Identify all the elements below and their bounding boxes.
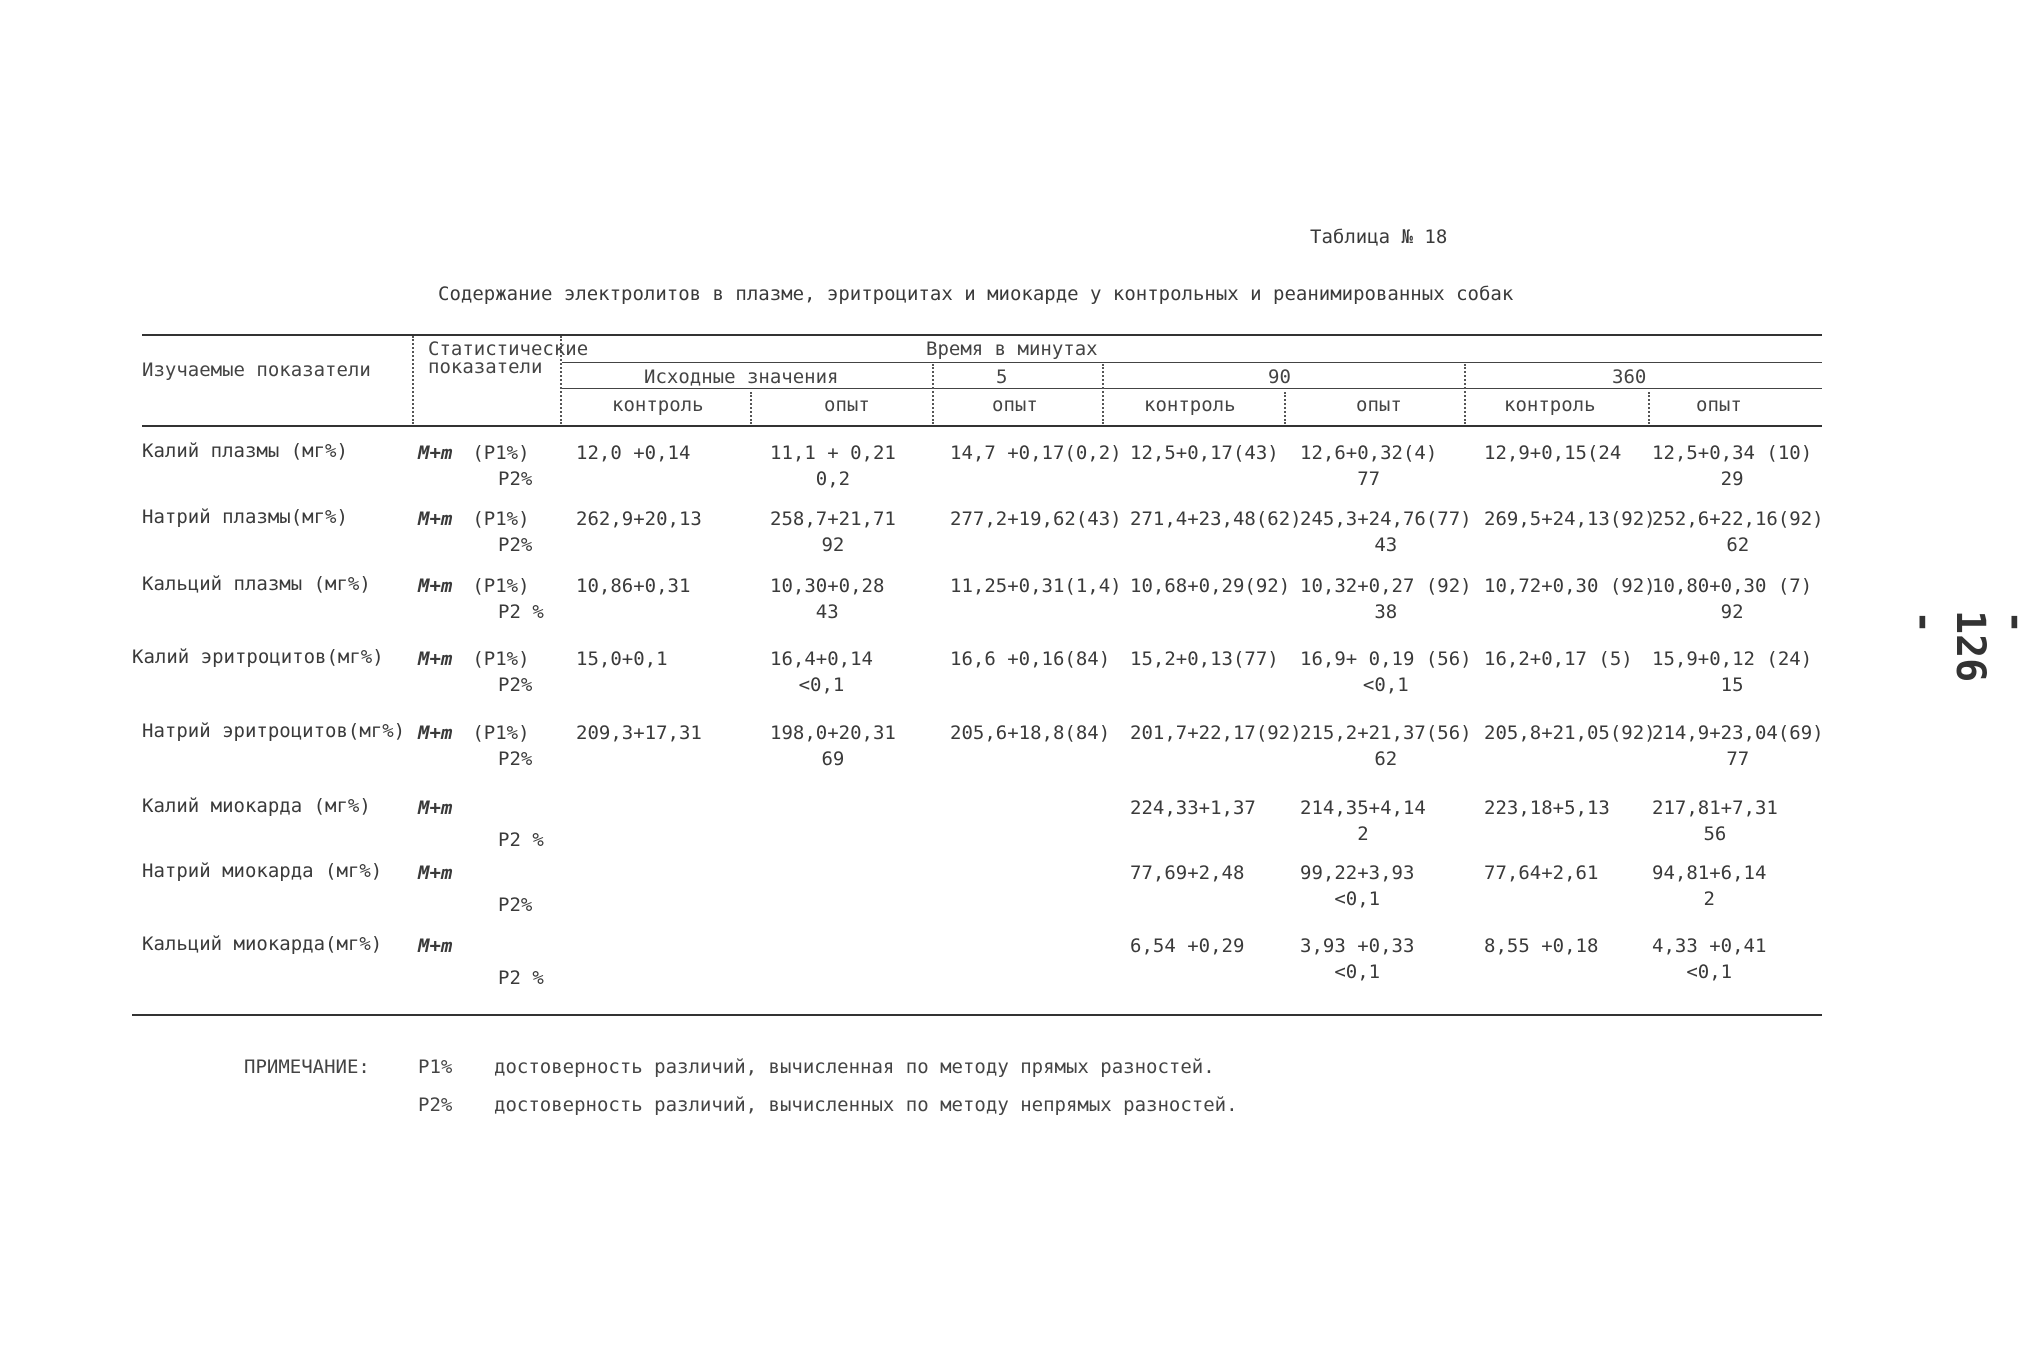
table-cell: [1484, 933, 1598, 959]
row-label: Натрий миокарда (мг%): [142, 860, 383, 882]
cell-value: 10,80+0,30 (7): [1652, 575, 1813, 597]
table-cell: [1484, 860, 1598, 886]
header-sub: опыт: [824, 394, 870, 416]
cell-p2-value: 62: [1374, 748, 1398, 770]
row-stat: [418, 440, 532, 492]
stat-p2: P2 %: [498, 829, 544, 851]
cell-value: 3,93 +0,33: [1300, 935, 1415, 957]
table-cell: [1300, 573, 1472, 625]
cell-value: 8,55 +0,18: [1484, 935, 1599, 957]
cell-p2-value: 43: [815, 601, 839, 623]
table-cell: [576, 573, 690, 599]
cell-value: 224,33+1,37: [1130, 797, 1256, 819]
row-label: Калий плазмы (мг%): [142, 440, 348, 462]
row-stat: [418, 933, 544, 991]
header-group-90: 90: [1268, 366, 1291, 388]
table-caption: Содержание электролитов в плазме, эритроцитах и миокарде у контрольных и реанимированных собак: [438, 283, 1514, 305]
table-cell: [770, 646, 873, 698]
col-divider: [1464, 364, 1466, 424]
cell-p2-value: 15: [1720, 674, 1744, 696]
cell-p2-value: 69: [821, 748, 845, 770]
cell-p2-value: <0,1: [798, 674, 845, 696]
cell-p2-value: 2: [1703, 888, 1715, 910]
table-cell: [950, 573, 1122, 599]
row-stat: [418, 795, 544, 853]
cell-value: 245,3+24,76(77): [1300, 508, 1472, 530]
table-title: Таблица № 18: [1310, 226, 1448, 248]
cell-value: 201,7+22,17(92): [1130, 722, 1302, 744]
stat-mean-error: M+m: [418, 862, 453, 884]
table-cell: [950, 720, 1110, 746]
table-bottom-rule: [132, 1014, 1822, 1016]
table-cell: [576, 440, 690, 466]
table-cell: [770, 440, 896, 492]
cell-value: 16,4+0,14: [770, 648, 873, 670]
table-cell: [1130, 933, 1244, 959]
cell-p2-value: 62: [1726, 534, 1750, 556]
row-stat: [418, 646, 532, 698]
time-rule: [562, 362, 1822, 363]
note-key: P2%: [418, 1094, 453, 1116]
header-group-360: 360: [1612, 366, 1647, 388]
cell-value: 12,5+0,17(43): [1130, 442, 1279, 464]
cell-p2-value: <0,1: [1362, 674, 1409, 696]
note-text: достоверность различий, вычисленная по методу прямых разностей.: [494, 1056, 1215, 1078]
cell-value: 16,9+ 0,19 (56): [1300, 648, 1472, 670]
cell-value: 12,9+0,15(24: [1484, 442, 1622, 464]
cell-p2-value: 43: [1374, 534, 1398, 556]
cell-value: 214,9+23,04(69): [1652, 722, 1824, 744]
table-cell: [1484, 573, 1656, 599]
note-text: достоверность различий, вычисленных по методу непрямых разностей.: [494, 1094, 1238, 1116]
cell-value: 271,4+23,48(62): [1130, 508, 1302, 530]
table-cell: [1652, 573, 1812, 625]
header-sub: контроль: [1504, 394, 1596, 416]
table-cell: [1130, 795, 1256, 821]
col-divider: [750, 392, 752, 424]
cell-value: 10,68+0,29(92): [1130, 575, 1291, 597]
stat-p1: (P1%): [472, 575, 530, 597]
stat-mean-error: M+m: [418, 508, 453, 530]
table-cell: [1484, 440, 1621, 466]
header-stats: Статистические показатели: [428, 338, 589, 378]
cell-value: 10,72+0,30 (92): [1484, 575, 1656, 597]
cell-value: 10,86+0,31: [576, 575, 691, 597]
cell-p2-value: 77: [1357, 468, 1381, 490]
table-cell: [1652, 646, 1812, 698]
table-cell: [576, 720, 702, 746]
table-cell: [1300, 506, 1472, 558]
table-cell: [1652, 720, 1824, 772]
table-cell: [576, 506, 702, 532]
cell-value: 99,22+3,93: [1300, 862, 1415, 884]
cell-p2-value: <0,1: [1686, 961, 1733, 983]
stat-mean-error: M+m: [418, 797, 453, 819]
cell-value: 10,30+0,28: [770, 575, 885, 597]
cell-value: 16,6 +0,16(84): [950, 648, 1111, 670]
cell-value: 15,2+0,13(77): [1130, 648, 1279, 670]
table-cell: [576, 646, 668, 672]
col-divider: [412, 336, 414, 424]
table-cell: [950, 440, 1122, 466]
table-cell: [1484, 795, 1610, 821]
note-key: P1%: [418, 1056, 453, 1078]
cell-p2-value: 77: [1726, 748, 1750, 770]
cell-value: 14,7 +0,17(0,2): [950, 442, 1122, 464]
header-bottom-rule: [142, 425, 1822, 427]
row-stat: [418, 860, 532, 918]
header-time: Время в минутах: [926, 338, 1098, 360]
cell-p2-value: <0,1: [1334, 961, 1381, 983]
note-label: ПРИМЕЧАНИЕ:: [244, 1056, 370, 1078]
row-label: Натрий эритроцитов(мг%): [142, 720, 406, 742]
header-group-5: 5: [996, 366, 1008, 388]
cell-value: 205,6+18,8(84): [950, 722, 1111, 744]
cell-value: 12,5+0,34 (10): [1652, 442, 1813, 464]
cell-value: 16,2+0,17 (5): [1484, 648, 1633, 670]
table-cell: [1300, 860, 1414, 912]
stat-p2: P2%: [498, 894, 533, 916]
cell-value: 12,0 +0,14: [576, 442, 691, 464]
header-sub: опыт: [1696, 394, 1742, 416]
cell-value: 10,32+0,27 (92): [1300, 575, 1472, 597]
stat-p2: P2 %: [498, 967, 544, 989]
stat-p1: (P1%): [472, 508, 530, 530]
cell-value: 15,9+0,12 (24): [1652, 648, 1813, 670]
table-cell: [1484, 720, 1656, 746]
table-cell: [770, 506, 896, 558]
header-indicator: Изучаемые показатели: [142, 359, 371, 381]
cell-value: 262,9+20,13: [576, 508, 702, 530]
row-label: Калий миокарда (мг%): [142, 795, 371, 817]
cell-value: 12,6+0,32(4): [1300, 442, 1438, 464]
cell-p2-value: 0,2: [815, 468, 851, 490]
cell-value: 6,54 +0,29: [1130, 935, 1245, 957]
stat-p2: P2 %: [498, 601, 544, 623]
stat-p2: P2%: [498, 674, 533, 696]
row-label: Кальций плазмы (мг%): [142, 573, 371, 595]
table-cell: [770, 573, 884, 625]
table-cell: [1484, 646, 1633, 672]
cell-p2-value: 2: [1357, 823, 1369, 845]
row-label: Кальций миокарда(мг%): [142, 933, 383, 955]
table-cell: [1300, 933, 1414, 985]
cell-value: 215,2+21,37(56): [1300, 722, 1472, 744]
table-cell: [1130, 646, 1279, 672]
table-cell: [1652, 795, 1778, 847]
cell-value: 252,6+22,16(92): [1652, 508, 1824, 530]
header-group-initial: Исходные значения: [644, 366, 839, 388]
cell-value: 209,3+17,31: [576, 722, 702, 744]
table-cell: [1652, 440, 1812, 492]
cell-p2-value: <0,1: [1334, 888, 1381, 910]
stat-mean-error: M+m: [418, 575, 453, 597]
header-sub: контроль: [612, 394, 704, 416]
table-cell: [1484, 506, 1656, 532]
table-cell: [1652, 506, 1824, 558]
cell-value: 214,35+4,14: [1300, 797, 1426, 819]
header-sub: контроль: [1144, 394, 1236, 416]
col-divider: [1648, 392, 1650, 424]
stat-mean-error: M+m: [418, 648, 453, 670]
table-cell: [1130, 720, 1302, 746]
stat-mean-error: M+m: [418, 935, 453, 957]
cell-value: 277,2+19,62(43): [950, 508, 1122, 530]
table-cell: [1130, 860, 1244, 886]
table-cell: [1130, 573, 1290, 599]
table-cell: [950, 646, 1110, 672]
stat-p1: (P1%): [472, 722, 530, 744]
table-cell: [1300, 646, 1472, 698]
cell-p2-value: 29: [1720, 468, 1744, 490]
group-rule: [562, 388, 1822, 389]
stat-mean-error: M+m: [418, 722, 453, 744]
cell-p2-value: 38: [1374, 601, 1398, 623]
cell-value: 11,25+0,31(1,4): [950, 575, 1122, 597]
cell-value: 11,1 + 0,21: [770, 442, 896, 464]
cell-value: 269,5+24,13(92): [1484, 508, 1656, 530]
cell-value: 205,8+21,05(92): [1484, 722, 1656, 744]
stat-p1: (P1%): [472, 442, 530, 464]
row-stat: [418, 720, 532, 772]
row-label: Натрий плазмы(мг%): [142, 506, 348, 528]
cell-value: 77,69+2,48: [1130, 862, 1245, 884]
row-label: Калий эритроцитов(мг%): [132, 646, 384, 668]
table-cell: [1300, 795, 1426, 847]
cell-value: 258,7+21,71: [770, 508, 896, 530]
cell-value: 198,0+20,31: [770, 722, 896, 744]
cell-p2-value: 56: [1703, 823, 1727, 845]
cell-value: 77,64+2,61: [1484, 862, 1599, 884]
cell-value: 217,81+7,31: [1652, 797, 1778, 819]
table-cell: [1130, 440, 1279, 466]
cell-value: 223,18+5,13: [1484, 797, 1610, 819]
row-stat: [418, 573, 544, 625]
col-divider: [1102, 364, 1104, 424]
stat-p1: (P1%): [472, 648, 530, 670]
stat-p2: P2%: [498, 534, 533, 556]
table-top-rule: [142, 334, 1822, 336]
cell-value: 15,0+0,1: [576, 648, 668, 670]
cell-value: 4,33 +0,41: [1652, 935, 1767, 957]
stat-mean-error: M+m: [418, 442, 453, 464]
col-divider: [1284, 392, 1286, 424]
table-cell: [1300, 440, 1437, 492]
col-divider: [932, 364, 934, 424]
page-number: - 126 -: [1901, 610, 2039, 683]
table-cell: [770, 720, 896, 772]
header-sub: опыт: [992, 394, 1038, 416]
table-cell: [1300, 720, 1472, 772]
table-cell: [950, 506, 1122, 532]
cell-p2-value: 92: [1720, 601, 1744, 623]
cell-p2-value: 92: [821, 534, 845, 556]
table-cell: [1130, 506, 1302, 532]
row-stat: [418, 506, 532, 558]
stat-p2: P2%: [498, 748, 533, 770]
cell-value: 94,81+6,14: [1652, 862, 1767, 884]
stat-p2: P2%: [498, 468, 533, 490]
table-cell: [1652, 860, 1766, 912]
table-cell: [1652, 933, 1766, 985]
header-sub: опыт: [1356, 394, 1402, 416]
